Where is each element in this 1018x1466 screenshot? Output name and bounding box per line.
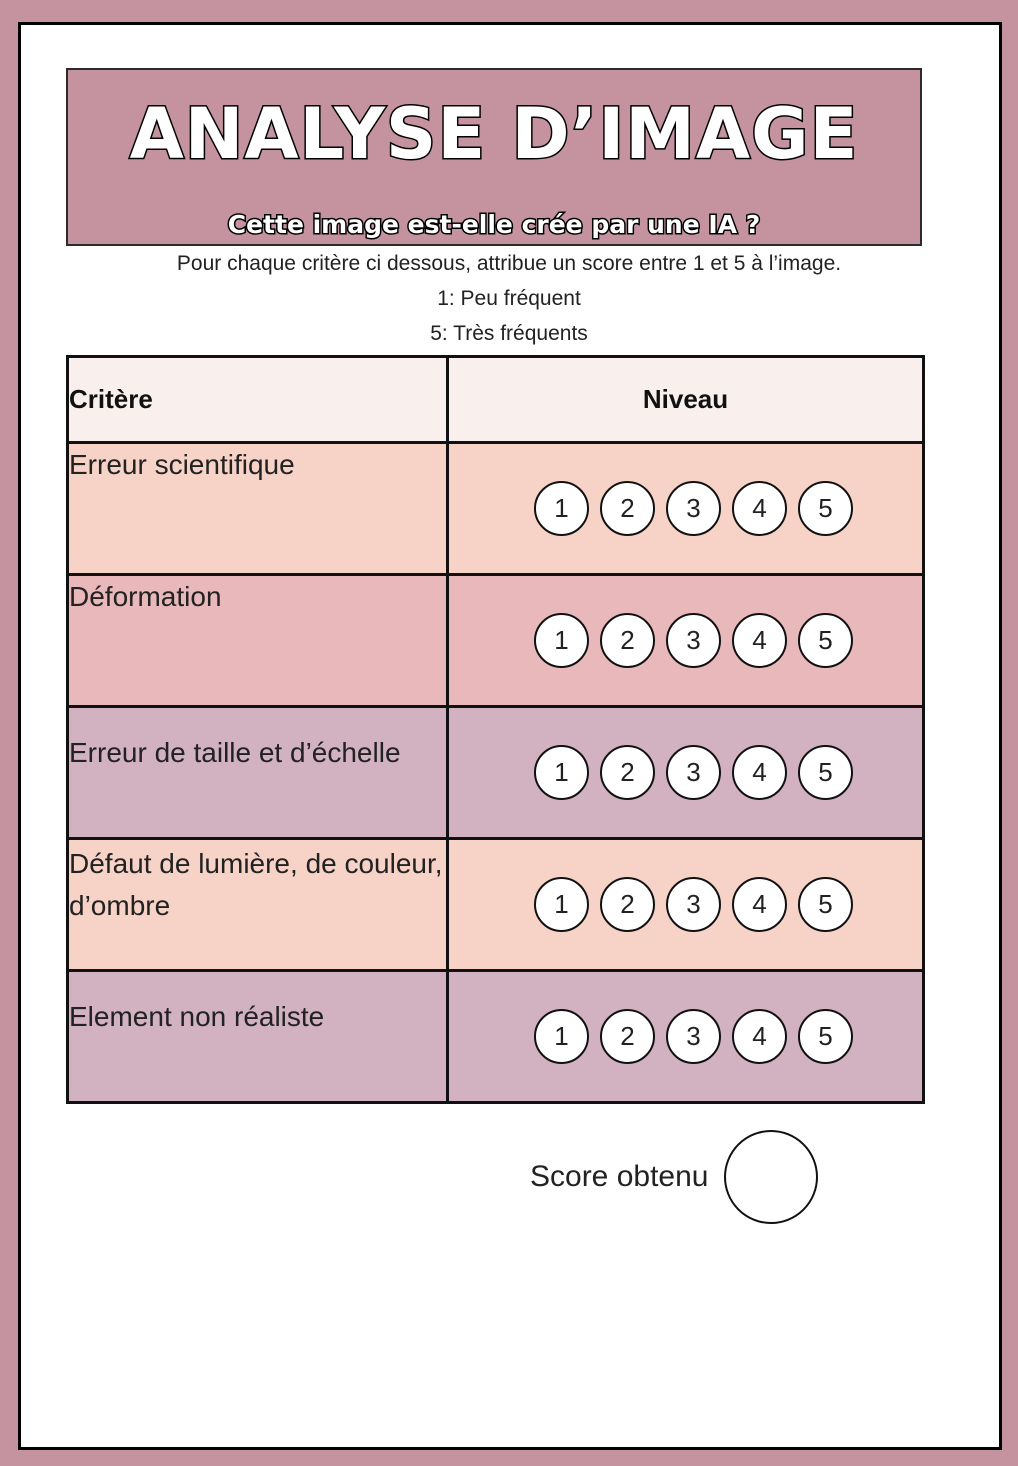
- level-option-5[interactable]: 5: [798, 1009, 853, 1064]
- level-option-3[interactable]: 3: [666, 613, 721, 668]
- level-cell: [448, 707, 924, 839]
- level-cell: [448, 575, 924, 707]
- level-option-4[interactable]: 4: [732, 745, 787, 800]
- level-cell: [448, 971, 924, 1103]
- instructions: [30, 246, 988, 351]
- level-option-5[interactable]: 5: [798, 613, 853, 668]
- level-option-4[interactable]: 4: [732, 481, 787, 536]
- scale-high-label: 5: Très fréquents: [430, 322, 588, 345]
- level-option-4[interactable]: 4: [732, 1009, 787, 1064]
- column-header-criterion: Critère: [68, 357, 448, 443]
- level-option-5[interactable]: 5: [798, 745, 853, 800]
- title-banner: [66, 68, 922, 246]
- criterion-label: Erreur de taille et d’échelle: [68, 707, 448, 839]
- level-option-2[interactable]: 2: [600, 481, 655, 536]
- level-cell: [448, 839, 924, 971]
- level-option-1[interactable]: 1: [534, 877, 589, 932]
- level-option-1[interactable]: 1: [534, 481, 589, 536]
- level-option-1[interactable]: 1: [534, 745, 589, 800]
- level-option-3[interactable]: 3: [666, 481, 721, 536]
- level-option-3[interactable]: 3: [666, 877, 721, 932]
- criterion-label: Erreur scientifique: [68, 443, 448, 575]
- level-option-2[interactable]: 2: [600, 1009, 655, 1064]
- level-option-3[interactable]: 3: [666, 745, 721, 800]
- score-label: Score obtenu: [530, 1160, 709, 1193]
- table-row: [68, 707, 924, 839]
- criterion-label: Element non réaliste: [68, 971, 448, 1103]
- level-option-5[interactable]: 5: [798, 481, 853, 536]
- instruction-line: Pour chaque critère ci dessous, attribue un score entre 1 et 5 à l’image.: [176, 252, 842, 275]
- column-header-level: Niveau: [448, 357, 924, 443]
- table-row: [68, 575, 924, 707]
- table-row: [68, 443, 924, 575]
- level-option-5[interactable]: 5: [798, 877, 853, 932]
- score-section: [530, 1130, 818, 1224]
- score-circle[interactable]: [724, 1130, 818, 1224]
- page-subtitle: Cette image est-elle crée par une IA ?: [227, 210, 761, 239]
- level-option-4[interactable]: 4: [732, 877, 787, 932]
- level-option-2[interactable]: 2: [600, 613, 655, 668]
- level-option-3[interactable]: 3: [666, 1009, 721, 1064]
- criterion-label: Défaut de lumière, de couleur, d’ombre: [68, 839, 448, 971]
- level-cell: [448, 443, 924, 575]
- level-option-1[interactable]: 1: [534, 1009, 589, 1064]
- scale-low-label: 1: Peu fréquent: [437, 287, 581, 310]
- criteria-table: [66, 355, 925, 1104]
- table-header-row: [68, 357, 924, 443]
- level-option-2[interactable]: 2: [600, 877, 655, 932]
- table-row: [68, 839, 924, 971]
- page-title: ANALYSE D’IMAGE: [129, 93, 859, 175]
- level-option-2[interactable]: 2: [600, 745, 655, 800]
- level-option-1[interactable]: 1: [534, 613, 589, 668]
- table-row: [68, 971, 924, 1103]
- level-option-4[interactable]: 4: [732, 613, 787, 668]
- criterion-label: Déformation: [68, 575, 448, 707]
